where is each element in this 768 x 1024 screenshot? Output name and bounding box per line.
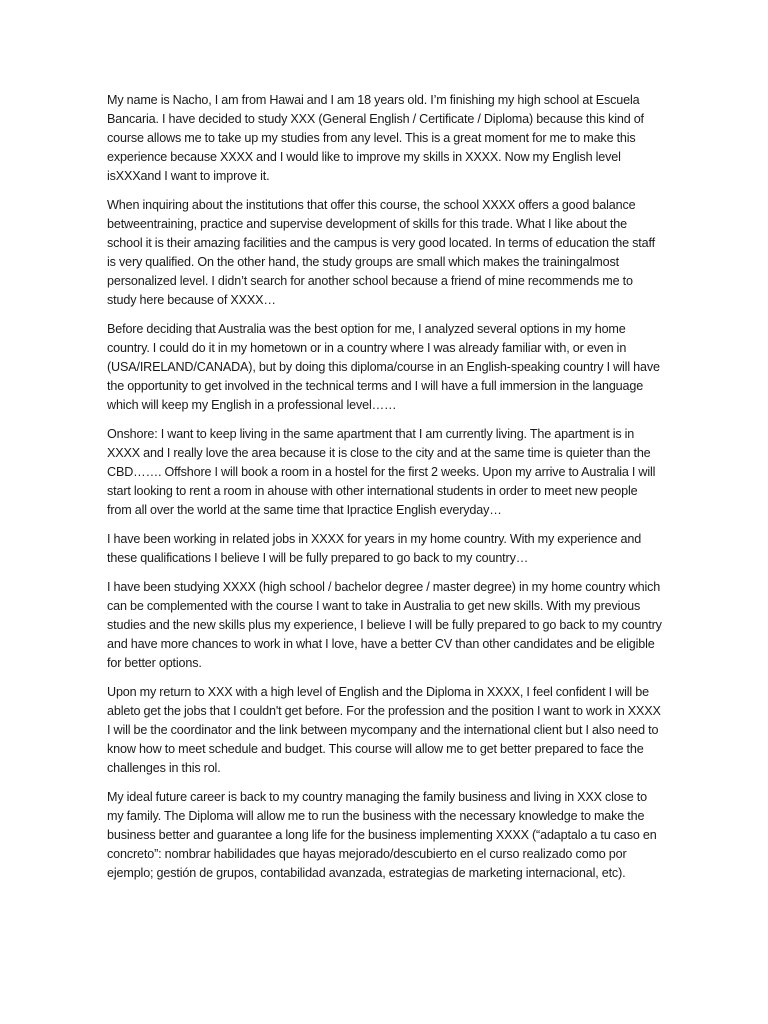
paragraph-future-career: My ideal future career is back to my country managing the family business and living in XXX close to my family. The Diploma will allow me to run the business with the necessary knowledge to make the business better and guarantee a long life for the business implementing XXXX (“adaptalo a tu caso en concreto”: nombrar habilidades que hayas mejorado/descubierto en el curso realizado como por ejemplo; gestión de grupos, contabilidad avanzada, estrategias de marketing internacional, etc). bbox=[107, 790, 657, 880]
paragraph-work-experience: I have been working in related jobs in XXXX for years in my home country. With my experience and these qualifications I believe I will be fully prepared to go back to my country… bbox=[107, 532, 642, 565]
paragraph-institution-choice: When inquiring about the institutions that offer this course, the school XXXX offers a good balance betweentraining, practice and supervise development of skills for this trade. What I like about the school it is their amazing facilities and the campus is very good located. In terms of education the staff is very qualified. On the other hand, the study groups are small which makes the trainingalmost personalized level. I didn’t search for another school because a friend of mine recommends me to study here because of XXXX… bbox=[107, 198, 655, 307]
paragraph-previous-studies: I have been studying XXXX (high school / bachelor degree / master degree) in my home country which can be complemented with the course I want to take in Australia to get new skills. With my previous studies and the new skills plus my experience, I believe I will be fully prepared to go back to my country and have more chances to work in what I love, have a better CV than other candidates and be eligible for better options. bbox=[107, 580, 662, 670]
document-body bbox=[107, 91, 663, 893]
paragraph-country-choice: Before deciding that Australia was the best option for me, I analyzed several options in my home country. I could do it in my hometown or in a country where I was already familiar with, or even in (USA/IRELAND/CANADA), but by doing this diploma/course in an English-speaking country I will have the opportunity to get involved in the technical terms and I will have a full immersion in the language which will keep my English in a professional level…… bbox=[107, 322, 660, 412]
paragraph-introduction: My name is Nacho, I am from Hawai and I am 18 years old. I’m finishing my high school at Escuela Bancaria. I have decided to study XXX (General English / Certificate / Diploma) because this kind of course allows me to take up my studies from any level. This is a great moment for me to make this experience because XXXX and I would like to improve my skills in XXXX. Now my English level isXXXand I want to improve it. bbox=[107, 93, 644, 183]
paragraph-return-plans: Upon my return to XXX with a high level of English and the Diploma in XXXX, I feel confident I will be ableto get the jobs that I couldn't get before. For the profession and the position I want to work in XXXX I will be the coordinator and the link between mycompany and the international client but I also need to know how to meet schedule and budget. This course will allow me to get better prepared to face the challenges in this rol. bbox=[107, 685, 661, 775]
paragraph-accommodation: Onshore: I want to keep living in the same apartment that I am currently living. The apartment is in XXXX and I really love the area because it is close to the city and at the same time is quieter than the CBD……. Offshore I will book a room in a hostel for the first 2 weeks. Upon my arrive to Australia I will start looking to rent a room in ahouse with other international students in order to meet new people from all over the world at the same time that Ipractice English everyday… bbox=[107, 427, 656, 517]
